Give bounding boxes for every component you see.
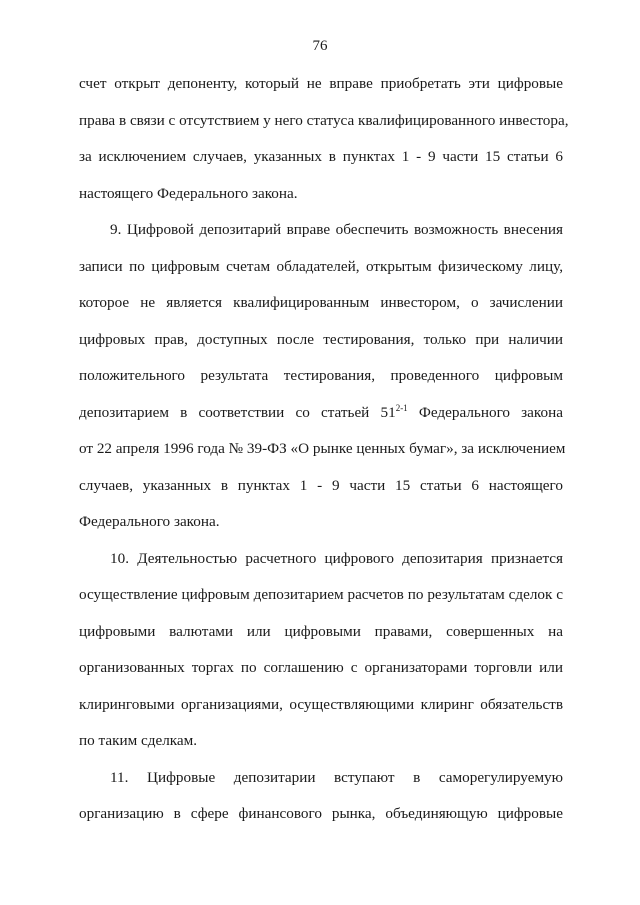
text-line: Федерального закона. (79, 513, 220, 530)
text-line: от 22 апреля 1996 года № 39-ФЗ «О рынке ценных бумаг», за исключением (79, 440, 566, 457)
page-number: 76 (312, 38, 328, 54)
text-line: счет открыт депоненту, который не вправе приобретать эти цифровые (79, 75, 563, 92)
text-line: цифровыми валютами или цифровыми правами, совершенных на (79, 622, 563, 640)
paragraph-10-line: 10. Деятельностью расчетного цифрового депозитария признается (110, 549, 563, 567)
law-reference-text: Федерального закона (407, 403, 563, 421)
text-line: организованных торгах по соглашению с организаторами торговли или (79, 659, 563, 676)
text-line: настоящего Федерального закона. (79, 184, 298, 202)
text-line: клиринговыми организациями, осуществляющими клиринг обязательств (79, 695, 563, 713)
text-line: положительного результата тестирования, проведенного цифровым (79, 367, 563, 384)
text-line: по таким сделкам. (79, 732, 198, 749)
text-line: осуществление цифровым депозитарием расчетов по результатам сделок с (79, 586, 563, 603)
document-body (79, 75, 569, 842)
text-line: случаев, указанных в пунктах 1 - 9 части 15 статьи 6 настоящего (79, 476, 563, 494)
paragraph-11-line: 11. Цифровые депозитарии вступают в саморегулируемую (110, 768, 563, 786)
text-line: права в связи с отсутствием у него статуса квалифицированного инвестора, (79, 111, 569, 129)
text-line: за исключением случаев, указанных в пунктах 1 - 9 части 15 статьи 6 (79, 148, 563, 165)
paragraph-9-line: 9. Цифровой депозитарий вправе обеспечить возможность внесения (110, 221, 563, 238)
text-line: записи по цифровым счетам обладателей, открытым физическому лицу, (79, 257, 563, 275)
text-line: организацию в сфере финансового рынка, объединяющую цифровые (79, 805, 563, 822)
text-line: цифровых прав, доступных после тестирования, только при наличии (79, 330, 563, 348)
law-reference-line (79, 404, 563, 441)
law-reference-text: депозитарием в соответствии со статьей 51 (79, 403, 396, 421)
text-line: которое не является квалифицированным инвестором, о зачислении (79, 294, 563, 311)
article-superscript: 2-1 (395, 402, 408, 413)
